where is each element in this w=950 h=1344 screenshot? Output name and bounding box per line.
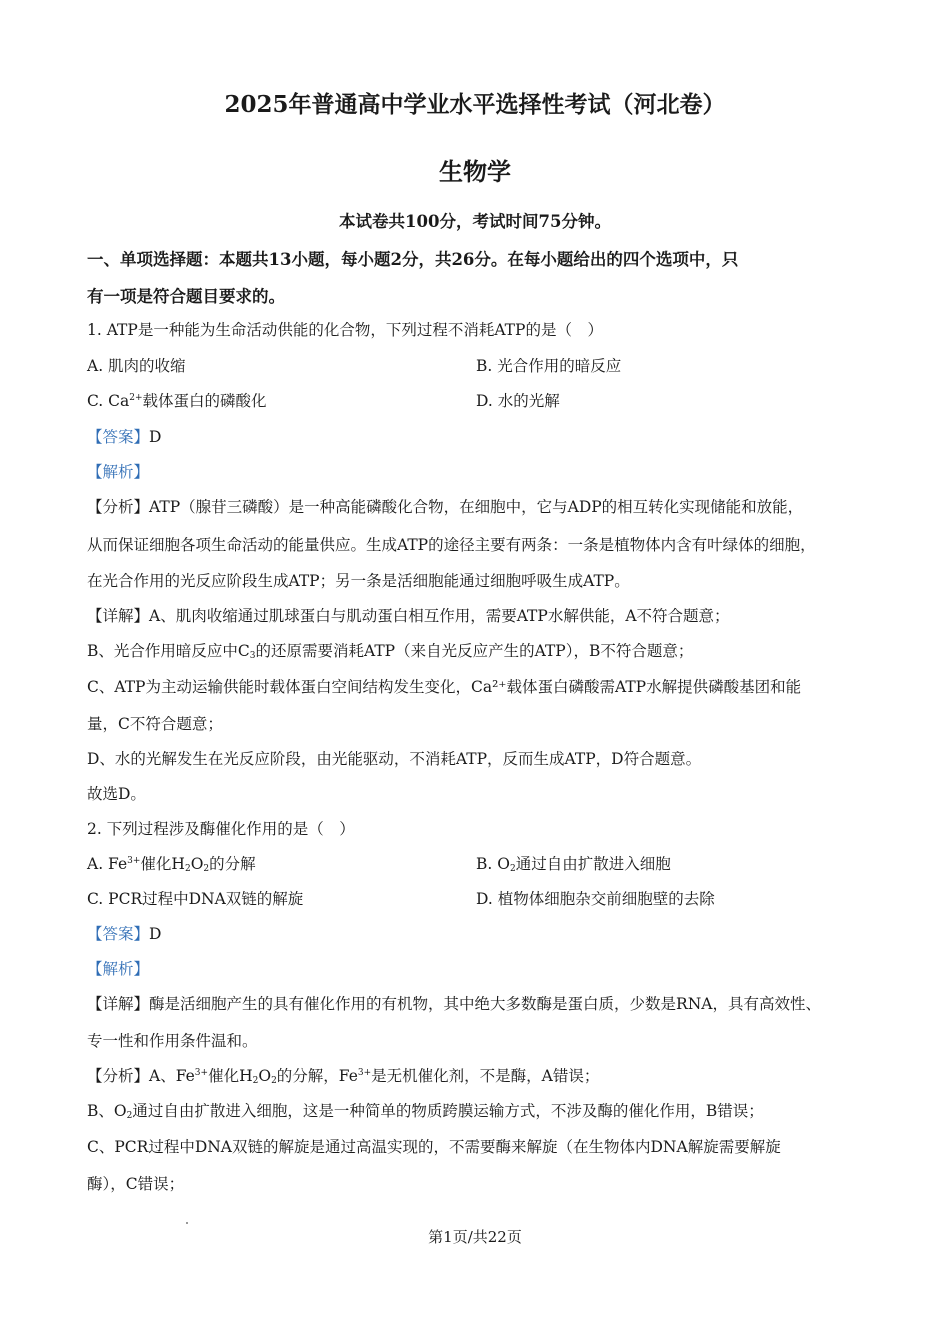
q1-option-a: A. 肌肉的收缩 (87, 357, 186, 375)
q1-detail-b: B、光合作用暗反应中$C_3$的还原需要消耗ATP（来自光反应产生的ATP），B不符合题意； (87, 642, 694, 661)
q1-detail-c-line1: C、ATP为主动运输供能时载体蛋白空间结构发生变化，Ca²⁺载体蛋白磷酸需ATP水解提供磷酸基团和能 (87, 678, 802, 696)
q2-stem: 2. 下列过程涉及酶催化作用的是（ ） (87, 820, 355, 838)
q2-option-c: C. PCR过程中DNA双链的解旋 (87, 890, 304, 908)
q2-fenxi-c-line2: 酶），C错误； (87, 1175, 185, 1193)
q2-fenxi-a: 【分析】A、$Fe^{3+}$催化$H_2O_2$的分解，$Fe^{3+}$是无机催化剂，不是酶，A错误； (87, 1067, 600, 1086)
q1-option-b: B. 光合作用的暗反应 (476, 357, 622, 375)
exam-title: 2025年普通高中学业水平选择性考试（河北卷） (224, 91, 726, 118)
q1-fenxi-line3: 在光合作用的光反应阶段生成ATP；另一条是活细胞能通过细胞呼吸生成ATP。 (87, 572, 630, 590)
q2-fenxi-b: B、$O_2$通过自由扩散进入细胞，这是一种简单的物质跨膜运输方式，不涉及酶的催化作用，B错误； (87, 1102, 764, 1121)
q1-analysis-tag: 【解析】 (87, 463, 150, 481)
section-heading-line2: 有一项是符合题目要求的。 (87, 287, 285, 306)
q2-option-d: D. 植物体细胞杂交前细胞壁的去除 (476, 890, 715, 908)
q1-option-c: C. $Ca^{2+}$载体蛋白的磷酸化 (87, 392, 267, 410)
q2-answer: 【答案】D (87, 925, 162, 943)
q2-option-b: B. $O_2$通过自由扩散进入细胞 (476, 855, 671, 874)
q1-option-d: D. 水的光解 (476, 392, 560, 410)
q1-conclusion: 故选D。 (87, 785, 146, 803)
q1-fenxi-line1: 【分析】ATP（腺苷三磷酸）是一种高能磷酸化合物，在细胞中，它与ADP的相互转化实现储能和放能， (87, 498, 804, 516)
q1-detail-c-line2: 量，C不符合题意； (87, 715, 223, 733)
q1-detail-d: D、水的光解发生在光反应阶段，由光能驱动，不消耗ATP，反而生成ATP，D符合题意。 (87, 750, 702, 768)
q1-detail-a: 【详解】A、肌肉收缩通过肌球蛋白与肌动蛋白相互作用，需要ATP水解供能，A不符合题意； (87, 607, 730, 625)
q1-answer: 【答案】D (87, 428, 162, 446)
answer-tag: 【答案】 (87, 925, 150, 943)
q2-xiangjie-line1: 【详解】酶是活细胞产生的具有催化作用的有机物，其中绝大多数酶是蛋白质，少数是RNA，具有高效性、 (87, 995, 821, 1013)
page-number: 第1页/共22页 (428, 1228, 522, 1246)
answer-tag: 【答案】 (87, 428, 150, 446)
q2-option-a: A. $Fe^{3+}$催化$H_2O_2$的分解 (87, 855, 256, 874)
q2-analysis-tag: 【解析】 (87, 960, 150, 978)
scan-dot (186, 1222, 188, 1224)
q2-fenxi-c-line1: C、PCR过程中DNA双链的解旋是通过高温实现的，不需要酶来解旋（在生物体内DNA解旋需要解旋 (87, 1138, 781, 1156)
exam-info: 本试卷共100分，考试时间75分钟。 (339, 212, 611, 231)
q1-fenxi-line2: 从而保证细胞各项生命活动的能量供应。生成ATP的途径主要有两条：一条是植物体内含有叶绿体的细胞， (87, 536, 816, 554)
section-heading-line1: 一、单项选择题：本题共13小题，每小题2分，共26分。在每小题给出的四个选项中，只 (87, 250, 739, 269)
q1-stem: 1. ATP是一种能为生命活动供能的化合物，下列过程不消耗ATP的是（ ） (87, 321, 603, 339)
q2-xiangjie-line2: 专一性和作用条件温和。 (87, 1032, 258, 1050)
subject-title: 生物学 (439, 157, 511, 186)
